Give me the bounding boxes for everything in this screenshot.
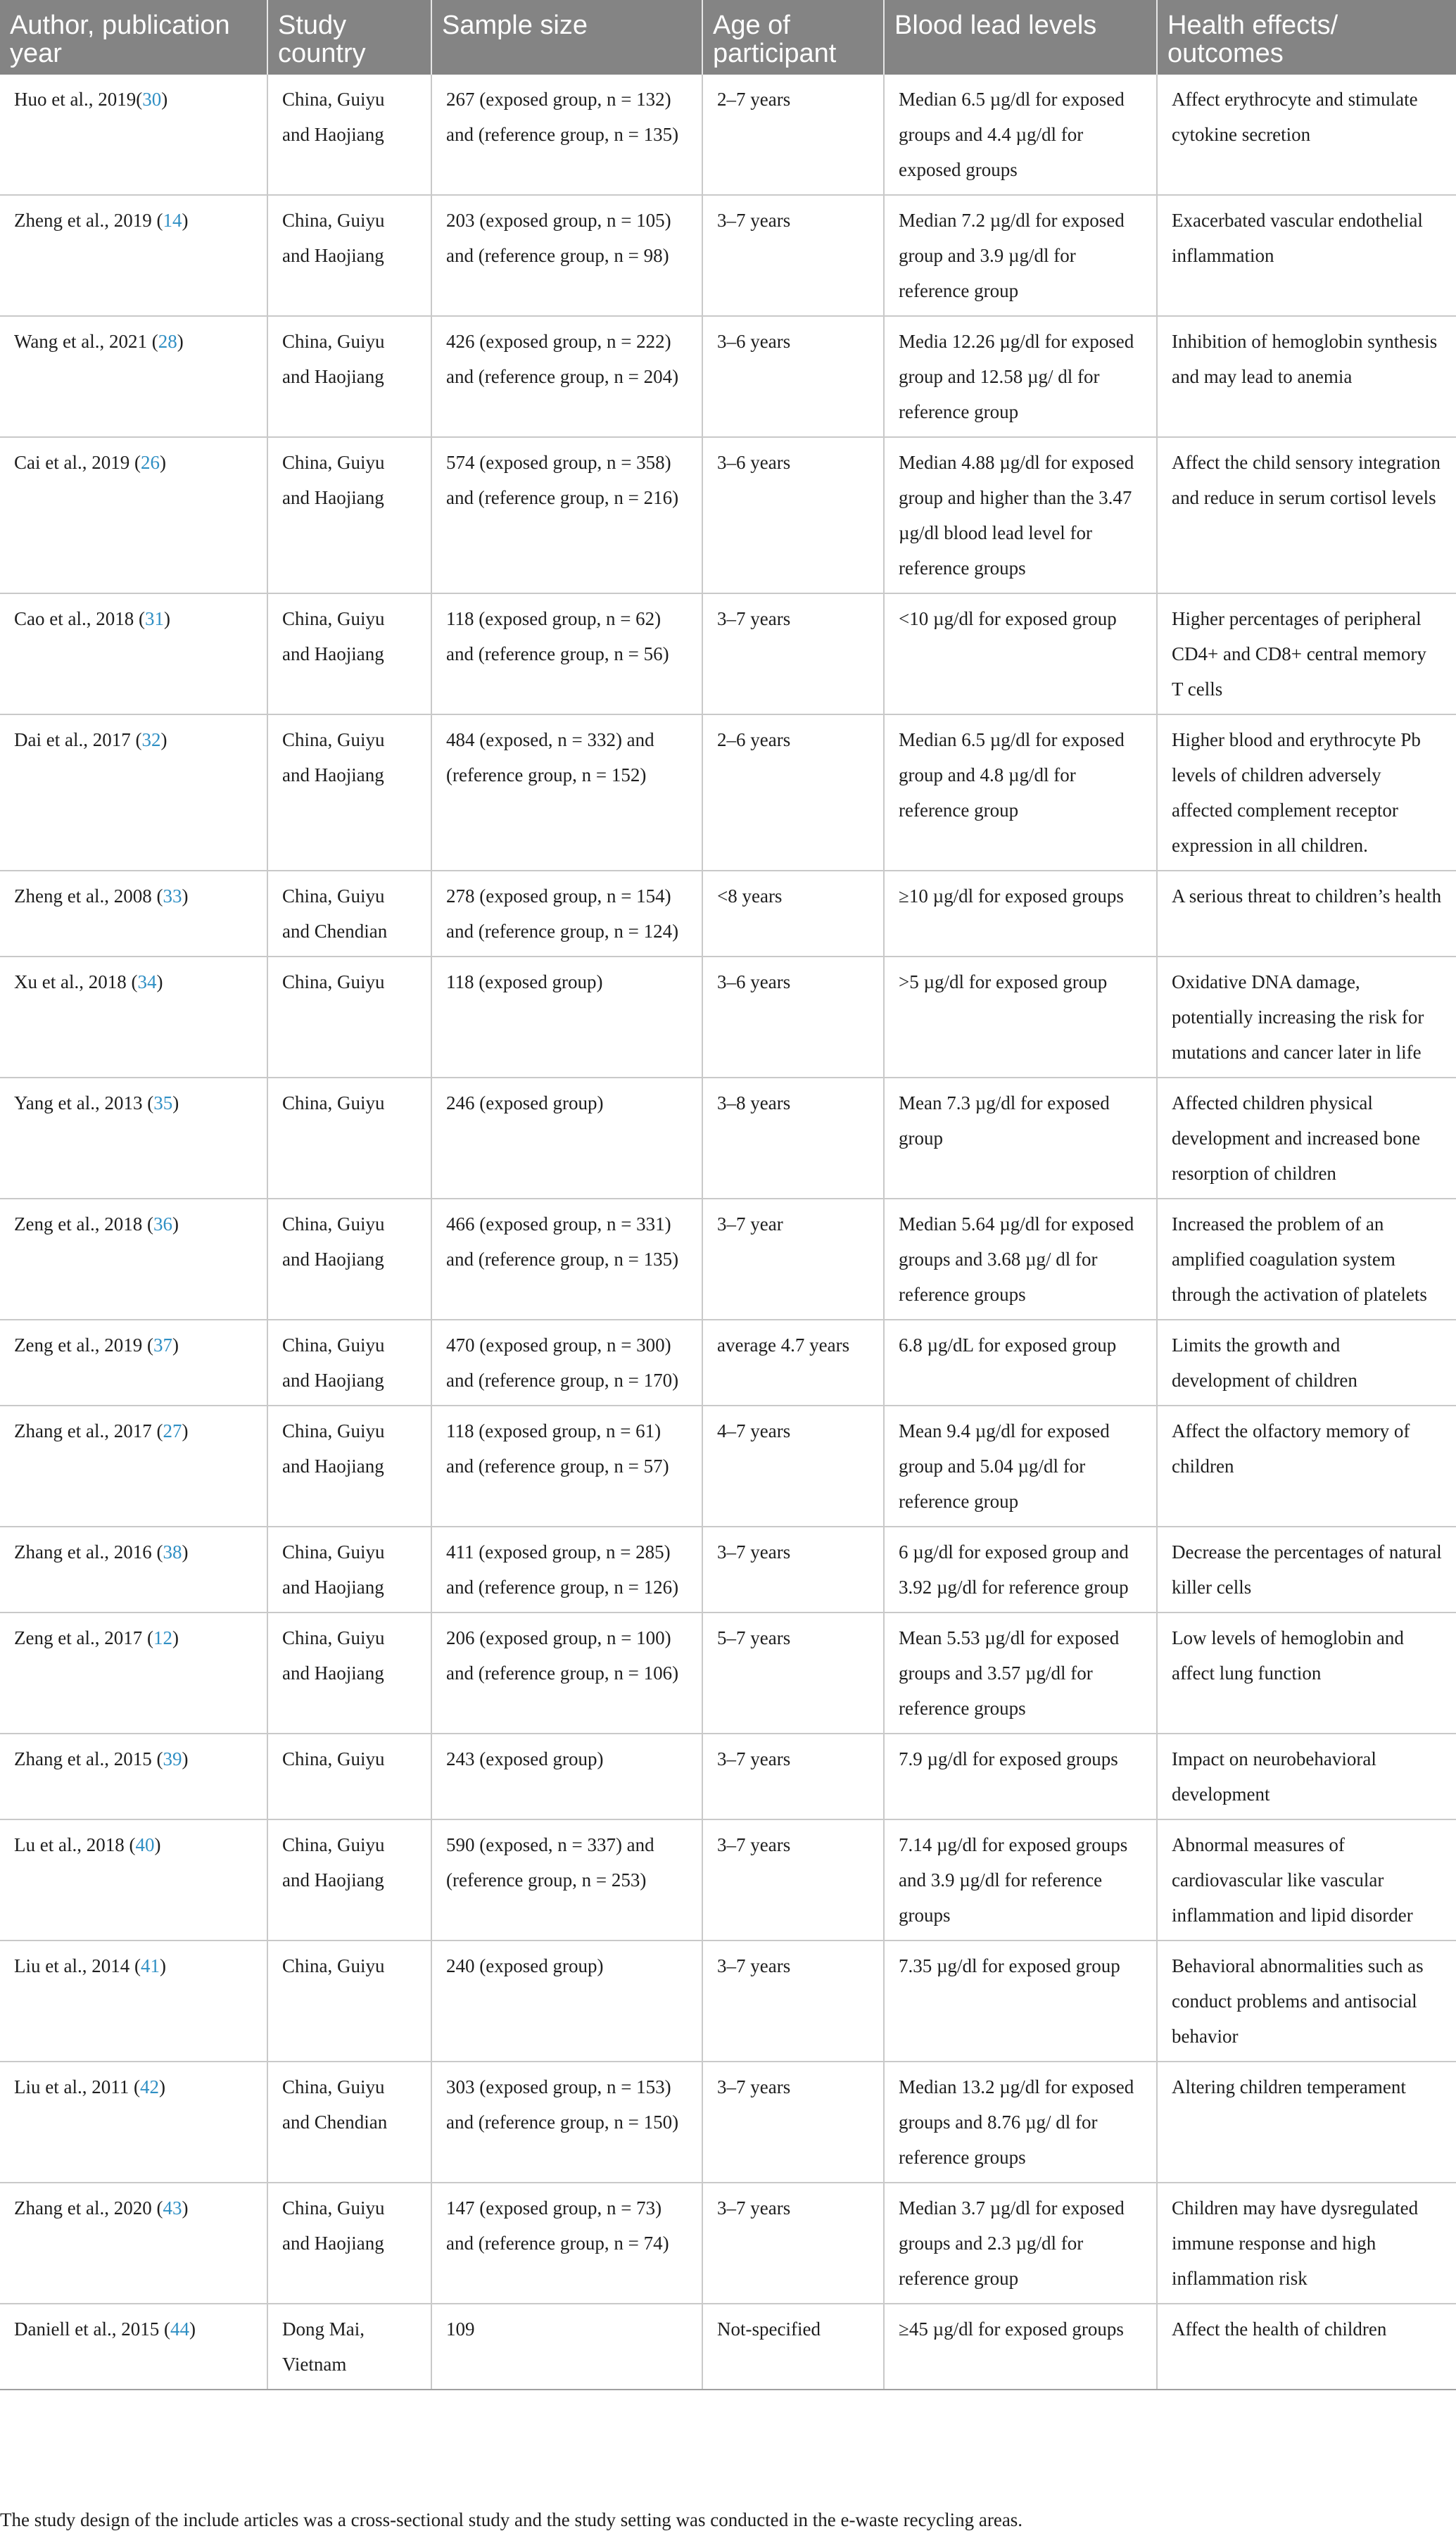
outcome-cell: Affect the child sensory integration and reduce in serum cortisol levels — [1157, 437, 1456, 593]
author-text: Zhang et al., 2017 ( — [14, 1420, 163, 1441]
author-cell — [0, 2304, 267, 2390]
blood-lead-cell: 7.35 µg/dl for exposed group — [884, 1941, 1157, 2062]
sample-cell: 147 (exposed group, n = 73) and (reference group, n = 74) — [431, 2183, 702, 2304]
author-close: ) — [182, 1541, 189, 1563]
reference-link[interactable]: 31 — [144, 608, 164, 629]
author-cell — [0, 1527, 267, 1613]
blood-lead-cell: 6 µg/dl for exposed group and 3.92 µg/dl for reference group — [884, 1527, 1157, 1613]
outcome-cell: Limits the growth and development of children — [1157, 1320, 1456, 1406]
author-close: ) — [182, 1748, 189, 1769]
author-text: Huo et al., 2019( — [14, 89, 143, 110]
author-text: Yang et al., 2013 ( — [14, 1092, 154, 1113]
author-text: Cai et al., 2019 ( — [14, 452, 141, 473]
outcome-cell: Higher percentages of peripheral CD4+ and CD8+ central memory T cells — [1157, 593, 1456, 714]
author-text: Cao et al., 2018 ( — [14, 608, 145, 629]
country-cell: China, Guiyu and Haojiang — [267, 1199, 431, 1320]
country-cell: China, Guiyu and Haojiang — [267, 1406, 431, 1527]
sample-cell: 303 (exposed group, n = 153) and (reference group, n = 150) — [431, 2062, 702, 2183]
blood-lead-cell: Median 7.2 µg/dl for exposed group and 3.9 µg/dl for reference group — [884, 195, 1157, 316]
blood-lead-cell: Mean 5.53 µg/dl for exposed groups and 3.57 µg/dl for reference groups — [884, 1613, 1157, 1734]
header-sample-size: Sample size — [431, 0, 702, 75]
outcome-cell: Children may have dysregulated immune response and high inflammation risk — [1157, 2183, 1456, 2304]
age-cell: 3–6 years — [702, 316, 884, 437]
age-cell: 3–7 years — [702, 195, 884, 316]
author-text: Zeng et al., 2017 ( — [14, 1627, 153, 1648]
author-text: Liu et al., 2011 ( — [14, 2076, 140, 2097]
outcome-cell: Low levels of hemoglobin and affect lung function — [1157, 1613, 1456, 1734]
author-cell — [0, 1320, 267, 1406]
reference-link[interactable]: 39 — [163, 1748, 182, 1769]
author-cell — [0, 437, 267, 593]
table-row — [0, 2304, 1456, 2390]
age-cell: 2–7 years — [702, 75, 884, 195]
sample-cell: 590 (exposed, n = 337) and (reference group, n = 253) — [431, 1819, 702, 1941]
author-text: Dai et al., 2017 ( — [14, 729, 142, 750]
table-row — [0, 1199, 1456, 1320]
blood-lead-cell: >5 µg/dl for exposed group — [884, 957, 1157, 1078]
sample-cell: 267 (exposed group, n = 132) and (reference group, n = 135) — [431, 75, 702, 195]
country-cell: China, Guiyu and Haojiang — [267, 437, 431, 593]
table-row — [0, 2062, 1456, 2183]
table-row — [0, 1613, 1456, 1734]
author-cell — [0, 2062, 267, 2183]
blood-lead-cell: Median 5.64 µg/dl for exposed groups and 3.68 µg/ dl for reference groups — [884, 1199, 1157, 1320]
author-cell — [0, 1941, 267, 2062]
sample-cell: 278 (exposed group, n = 154) and (reference group, n = 124) — [431, 871, 702, 957]
blood-lead-cell: 6.8 µg/dL for exposed group — [884, 1320, 1157, 1406]
country-cell: China, Guiyu and Chendian — [267, 2062, 431, 2183]
reference-link[interactable]: 42 — [139, 2076, 159, 2097]
author-close: ) — [156, 971, 163, 992]
age-cell: 2–6 years — [702, 714, 884, 871]
sample-cell: 118 (exposed group, n = 62) and (reference group, n = 56) — [431, 593, 702, 714]
outcome-cell: Affected children physical development and increased bone resorption of children — [1157, 1078, 1456, 1199]
country-cell: Dong Mai, Vietnam — [267, 2304, 431, 2390]
header-age: Age of participant — [702, 0, 884, 75]
age-cell: 3–6 years — [702, 957, 884, 1078]
sample-cell: 246 (exposed group) — [431, 1078, 702, 1199]
reference-link[interactable]: 37 — [153, 1334, 172, 1356]
outcome-cell: Decrease the percentages of natural killer cells — [1157, 1527, 1456, 1613]
author-close: ) — [159, 1955, 166, 1976]
outcome-cell: Behavioral abnormalities such as conduct problems and antisocial behavior — [1157, 1941, 1456, 2062]
header-country: Study country — [267, 0, 431, 75]
author-cell — [0, 1613, 267, 1734]
blood-lead-cell: Mean 7.3 µg/dl for exposed group — [884, 1078, 1157, 1199]
sample-cell: 109 — [431, 2304, 702, 2390]
reference-link[interactable]: 35 — [153, 1092, 173, 1113]
author-close: ) — [182, 210, 189, 231]
outcome-cell: Inhibition of hemoglobin synthesis and may lead to anemia — [1157, 316, 1456, 437]
table-row — [0, 316, 1456, 437]
blood-lead-cell: ≥10 µg/dl for exposed groups — [884, 871, 1157, 957]
age-cell: 3–7 years — [702, 2183, 884, 2304]
country-cell: China, Guiyu and Haojiang — [267, 75, 431, 195]
author-close: ) — [182, 2197, 189, 2219]
author-close: ) — [177, 331, 184, 352]
author-close: ) — [172, 1334, 179, 1356]
sample-cell: 426 (exposed group, n = 222) and (reference group, n = 204) — [431, 316, 702, 437]
author-cell — [0, 714, 267, 871]
reference-link[interactable]: 26 — [140, 452, 160, 473]
author-cell — [0, 1078, 267, 1199]
country-cell: China, Guiyu — [267, 957, 431, 1078]
reference-link[interactable]: 44 — [170, 2318, 189, 2340]
table-body — [0, 75, 1456, 2390]
author-text: Daniell et al., 2015 ( — [14, 2318, 170, 2340]
country-cell: China, Guiyu and Haojiang — [267, 714, 431, 871]
outcome-cell: Abnormal measures of cardiovascular like vascular inflammation and lipid disorder — [1157, 1819, 1456, 1941]
table-row — [0, 1527, 1456, 1613]
sample-cell: 574 (exposed group, n = 358) and (reference group, n = 216) — [431, 437, 702, 593]
country-cell: China, Guiyu and Haojiang — [267, 1613, 431, 1734]
country-cell: China, Guiyu and Haojiang — [267, 593, 431, 714]
author-text: Lu et al., 2018 ( — [14, 1834, 136, 1855]
author-cell — [0, 1819, 267, 1941]
author-close: ) — [154, 1834, 161, 1855]
author-close: ) — [189, 2318, 196, 2340]
reference-link[interactable]: 41 — [140, 1955, 160, 1976]
table-row — [0, 957, 1456, 1078]
author-cell — [0, 1199, 267, 1320]
sample-cell: 466 (exposed group, n = 331) and (reference group, n = 135) — [431, 1199, 702, 1320]
age-cell: 3–7 year — [702, 1199, 884, 1320]
outcome-cell: Impact on neurobehavioral development — [1157, 1734, 1456, 1819]
author-text: Wang et al., 2021 ( — [14, 331, 158, 352]
author-close: ) — [160, 729, 167, 750]
table-row — [0, 1078, 1456, 1199]
sample-cell: 470 (exposed group, n = 300) and (reference group, n = 170) — [431, 1320, 702, 1406]
reference-link[interactable]: 38 — [163, 1541, 182, 1563]
age-cell: 3–7 years — [702, 2062, 884, 2183]
table-row — [0, 437, 1456, 593]
country-cell: China, Guiyu — [267, 1078, 431, 1199]
country-cell: China, Guiyu and Haojiang — [267, 1819, 431, 1941]
blood-lead-cell: <10 µg/dl for exposed group — [884, 593, 1157, 714]
author-close: ) — [159, 452, 166, 473]
age-cell: 3–7 years — [702, 1941, 884, 2062]
author-cell — [0, 593, 267, 714]
reference-link[interactable]: 43 — [163, 2197, 182, 2219]
author-text: Zhang et al., 2015 ( — [14, 1748, 163, 1769]
author-text: Zheng et al., 2008 ( — [14, 885, 163, 907]
author-text: Zhang et al., 2016 ( — [14, 1541, 163, 1563]
outcome-cell: Affect the olfactory memory of children — [1157, 1406, 1456, 1527]
outcome-cell: Increased the problem of an amplified coagulation system through the activation of platelets — [1157, 1199, 1456, 1320]
blood-lead-cell: ≥45 µg/dl for exposed groups — [884, 2304, 1157, 2390]
author-cell — [0, 1734, 267, 1819]
reference-link[interactable]: 32 — [141, 729, 161, 750]
blood-lead-cell: 7.14 µg/dl for exposed groups and 3.9 µg/dl for reference groups — [884, 1819, 1157, 1941]
reference-link[interactable]: 12 — [153, 1627, 172, 1648]
blood-lead-cell: Median 4.88 µg/dl for exposed group and higher than the 3.47 µg/dl blood lead level for reference groups — [884, 437, 1157, 593]
outcome-cell: Altering children temperament — [1157, 2062, 1456, 2183]
age-cell: 3–7 years — [702, 593, 884, 714]
blood-lead-cell: Median 6.5 µg/dl for exposed groups and 4.4 µg/dl for exposed groups — [884, 75, 1157, 195]
author-close: ) — [172, 1213, 179, 1235]
table-row — [0, 1941, 1456, 2062]
age-cell: 3–7 years — [702, 1527, 884, 1613]
blood-lead-cell: Median 6.5 µg/dl for exposed group and 4.8 µg/dl for reference group — [884, 714, 1157, 871]
outcome-cell: A serious threat to children’s health — [1157, 871, 1456, 957]
author-cell — [0, 316, 267, 437]
age-cell: 3–7 years — [702, 1734, 884, 1819]
reference-link[interactable]: 30 — [142, 89, 162, 110]
author-text: Zheng et al., 2019 ( — [14, 210, 163, 231]
table-row — [0, 714, 1456, 871]
reference-link[interactable]: 34 — [137, 971, 157, 992]
author-cell — [0, 195, 267, 316]
author-text: Zhang et al., 2020 ( — [14, 2197, 163, 2219]
outcome-cell: Higher blood and erythrocyte Pb levels of children adversely affected complement receptor expression in all children. — [1157, 714, 1456, 871]
table-row — [0, 593, 1456, 714]
author-cell — [0, 1406, 267, 1527]
outcome-cell: Affect erythrocyte and stimulate cytokine secretion — [1157, 75, 1456, 195]
author-close: ) — [182, 1420, 189, 1441]
country-cell: China, Guiyu and Haojiang — [267, 1527, 431, 1613]
reference-link[interactable]: 27 — [163, 1420, 182, 1441]
author-close: ) — [172, 1627, 179, 1648]
age-cell: 3–6 years — [702, 437, 884, 593]
header-author: Author, publication year — [0, 0, 267, 75]
table-row — [0, 75, 1456, 195]
country-cell: China, Guiyu and Haojiang — [267, 1320, 431, 1406]
outcome-cell: Oxidative DNA damage, potentially increasing the risk for mutations and cancer later in life — [1157, 957, 1456, 1078]
age-cell: average 4.7 years — [702, 1320, 884, 1406]
table-footnote: The study design of the include articles was a cross-sectional study and the study setting was conducted in the e-waste recycling areas. — [0, 2509, 1023, 2530]
reference-link[interactable]: 28 — [158, 331, 177, 352]
table-row — [0, 2183, 1456, 2304]
author-cell — [0, 75, 267, 195]
reference-link[interactable]: 40 — [135, 1834, 155, 1855]
country-cell: China, Guiyu — [267, 1734, 431, 1819]
table-header — [0, 0, 1456, 75]
country-cell: China, Guiyu and Haojiang — [267, 316, 431, 437]
blood-lead-cell: Mean 9.4 µg/dl for exposed group and 5.04 µg/dl for reference group — [884, 1406, 1157, 1527]
author-text: Xu et al., 2018 ( — [14, 971, 138, 992]
sample-cell: 206 (exposed group, n = 100) and (reference group, n = 106) — [431, 1613, 702, 1734]
reference-link[interactable]: 36 — [153, 1213, 172, 1235]
reference-link[interactable]: 33 — [163, 885, 182, 907]
age-cell: Not-specified — [702, 2304, 884, 2390]
table-row — [0, 195, 1456, 316]
country-cell: China, Guiyu — [267, 1941, 431, 2062]
author-text: Zeng et al., 2018 ( — [14, 1213, 153, 1235]
header-health-effects: Health effects/ outcomes — [1157, 0, 1456, 75]
blood-lead-cell: 7.9 µg/dl for exposed groups — [884, 1734, 1157, 1819]
sample-cell: 240 (exposed group) — [431, 1941, 702, 2062]
author-text: Liu et al., 2014 ( — [14, 1955, 141, 1976]
table-row — [0, 871, 1456, 957]
country-cell: China, Guiyu and Haojiang — [267, 195, 431, 316]
age-cell: 3–7 years — [702, 1819, 884, 1941]
table-row — [0, 1406, 1456, 1527]
age-cell: 3–8 years — [702, 1078, 884, 1199]
header-blood-lead: Blood lead levels — [884, 0, 1157, 75]
author-close: ) — [161, 89, 168, 110]
sample-cell: 243 (exposed group) — [431, 1734, 702, 1819]
sample-cell: 484 (exposed, n = 332) and (reference group, n = 152) — [431, 714, 702, 871]
author-close: ) — [163, 608, 170, 629]
blood-lead-cell: Median 13.2 µg/dl for exposed groups and 8.76 µg/ dl for reference groups — [884, 2062, 1157, 2183]
reference-link[interactable]: 14 — [163, 210, 182, 231]
author-cell — [0, 2183, 267, 2304]
author-close: ) — [158, 2076, 165, 2097]
sample-cell: 411 (exposed group, n = 285) and (reference group, n = 126) — [431, 1527, 702, 1613]
sample-cell: 203 (exposed group, n = 105) and (reference group, n = 98) — [431, 195, 702, 316]
blood-lead-cell: Media 12.26 µg/dl for exposed group and 12.58 µg/ dl for reference group — [884, 316, 1157, 437]
author-cell — [0, 871, 267, 957]
sample-cell: 118 (exposed group, n = 61) and (reference group, n = 57) — [431, 1406, 702, 1527]
author-text: Zeng et al., 2019 ( — [14, 1334, 153, 1356]
author-cell — [0, 957, 267, 1078]
author-close: ) — [182, 885, 189, 907]
table-row — [0, 1320, 1456, 1406]
sample-cell: 118 (exposed group) — [431, 957, 702, 1078]
outcome-cell: Affect the health of children — [1157, 2304, 1456, 2390]
table-row — [0, 1819, 1456, 1941]
country-cell: China, Guiyu and Chendian — [267, 871, 431, 957]
age-cell: <8 years — [702, 871, 884, 957]
table-row — [0, 1734, 1456, 1819]
outcome-cell: Exacerbated vascular endothelial inflammation — [1157, 195, 1456, 316]
blood-lead-cell: Median 3.7 µg/dl for exposed groups and 2.3 µg/dl for reference group — [884, 2183, 1157, 2304]
author-close: ) — [172, 1092, 179, 1113]
age-cell: 4–7 years — [702, 1406, 884, 1527]
country-cell: China, Guiyu and Haojiang — [267, 2183, 431, 2304]
age-cell: 5–7 years — [702, 1613, 884, 1734]
header-row — [0, 0, 1456, 75]
